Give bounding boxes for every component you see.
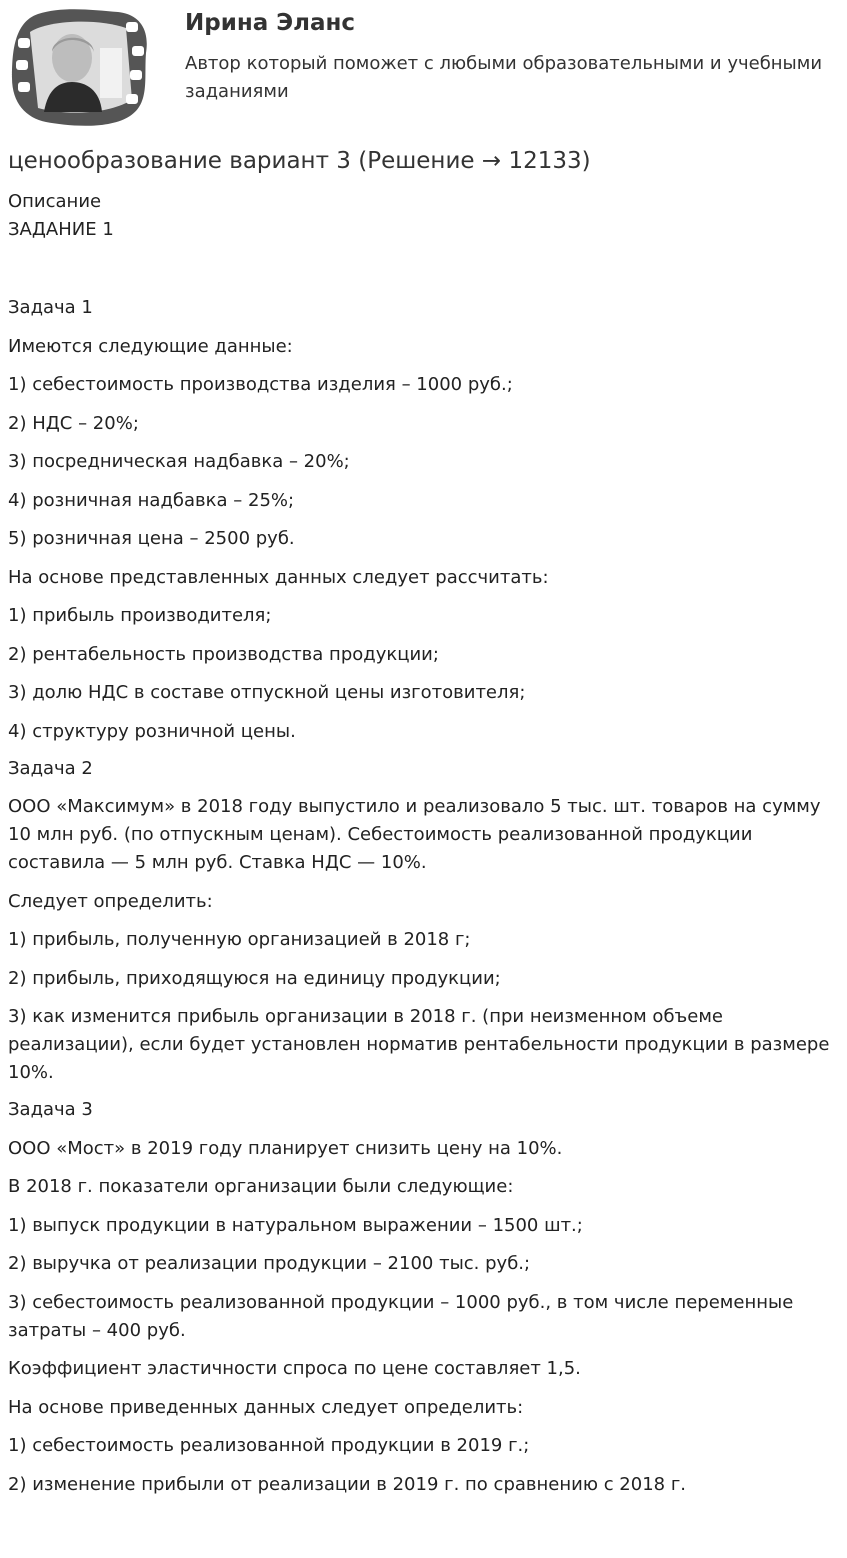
paragraph: 5) розничная цена – 2500 руб. <box>8 528 295 549</box>
paragraph: 2) изменение прибыли от реализации в 2019 г. по сравнению с 2018 г. <box>8 1473 687 1495</box>
paragraph: 3) как изменится прибыль организации в 2018 г. (при неизменном объеме реализации), если будет установлен норматив рентабельности продукции в размере 10%. <box>8 1006 830 1083</box>
paragraph: На основе представленных данных следует рассчитать: <box>8 566 549 588</box>
paragraph: 2) НДС – 20%; <box>8 412 139 434</box>
paragraph: 3) себестоимость реализованной продукции – 1000 руб., в том числе переменные затраты – 400 руб. <box>8 1291 794 1341</box>
paragraph: ООО «Мост» в 2019 году планирует снизить цену на 10%. <box>8 1137 563 1159</box>
paragraph: 2) прибыль, приходящуюся на единицу продукции; <box>8 967 501 989</box>
paragraph: 1) себестоимость производства изделия – 1000 руб.; <box>8 374 513 395</box>
paragraph: ООО «Максимум» в 2018 году выпустило и реализовало 5 тыс. шт. товаров на сумму 10 млн руб. (по отпускным ценам). Себестоимость реализованной продукции составила — 5 млн руб. Ставка НДС — 10%. <box>8 796 821 873</box>
paragraph: Задача 3 <box>8 1099 93 1120</box>
paragraph: 4) розничная надбавка – 25%; <box>8 489 295 511</box>
paragraph: Задача 1 <box>8 297 93 318</box>
section-label: Описание <box>8 191 102 212</box>
paragraph: 1) прибыль производителя; <box>8 605 272 626</box>
author-avatar <box>8 8 150 128</box>
paragraph: 3) посредническая надбавка – 20%; <box>8 451 350 472</box>
page-title: ценообразование вариант 3 (Решение → 12133) <box>8 148 591 174</box>
paragraph: 1) выпуск продукции в натуральном выражении – 1500 шт.; <box>8 1214 583 1236</box>
spacer <box>8 244 843 294</box>
paragraph: 2) рентабельность производства продукции; <box>8 643 439 665</box>
description-content <box>8 188 843 1509</box>
paragraph: В 2018 г. показатели организации были следующие: <box>8 1176 514 1197</box>
author-name: Ирина Эланс <box>185 10 356 36</box>
paragraph: 1) себестоимость реализованной продукции в 2019 г.; <box>8 1435 530 1456</box>
paragraph: Коэффициент эластичности спроса по цене составляет 1,5. <box>8 1358 581 1379</box>
paragraph: 2) выручка от реализации продукции – 2100 тыс. руб.; <box>8 1253 531 1274</box>
paragraph: 3) долю НДС в составе отпускной цены изготовителя; <box>8 682 526 703</box>
paragraph: На основе приведенных данных следует определить: <box>8 1396 524 1418</box>
paragraph: 4) структуру розничной цены. <box>8 720 296 742</box>
author-description: Автор который поможет с любыми образовательными и учебными заданиями <box>185 53 823 102</box>
author-header <box>0 0 847 174</box>
paragraph: Следует определить: <box>8 890 213 912</box>
paragraph: Задача 2 <box>8 757 93 779</box>
paragraph: 1) прибыль, полученную организацией в 2018 г; <box>8 929 471 950</box>
paragraph: Имеются следующие данные: <box>8 335 293 357</box>
assignment-label: ЗАДАНИЕ 1 <box>8 219 114 240</box>
